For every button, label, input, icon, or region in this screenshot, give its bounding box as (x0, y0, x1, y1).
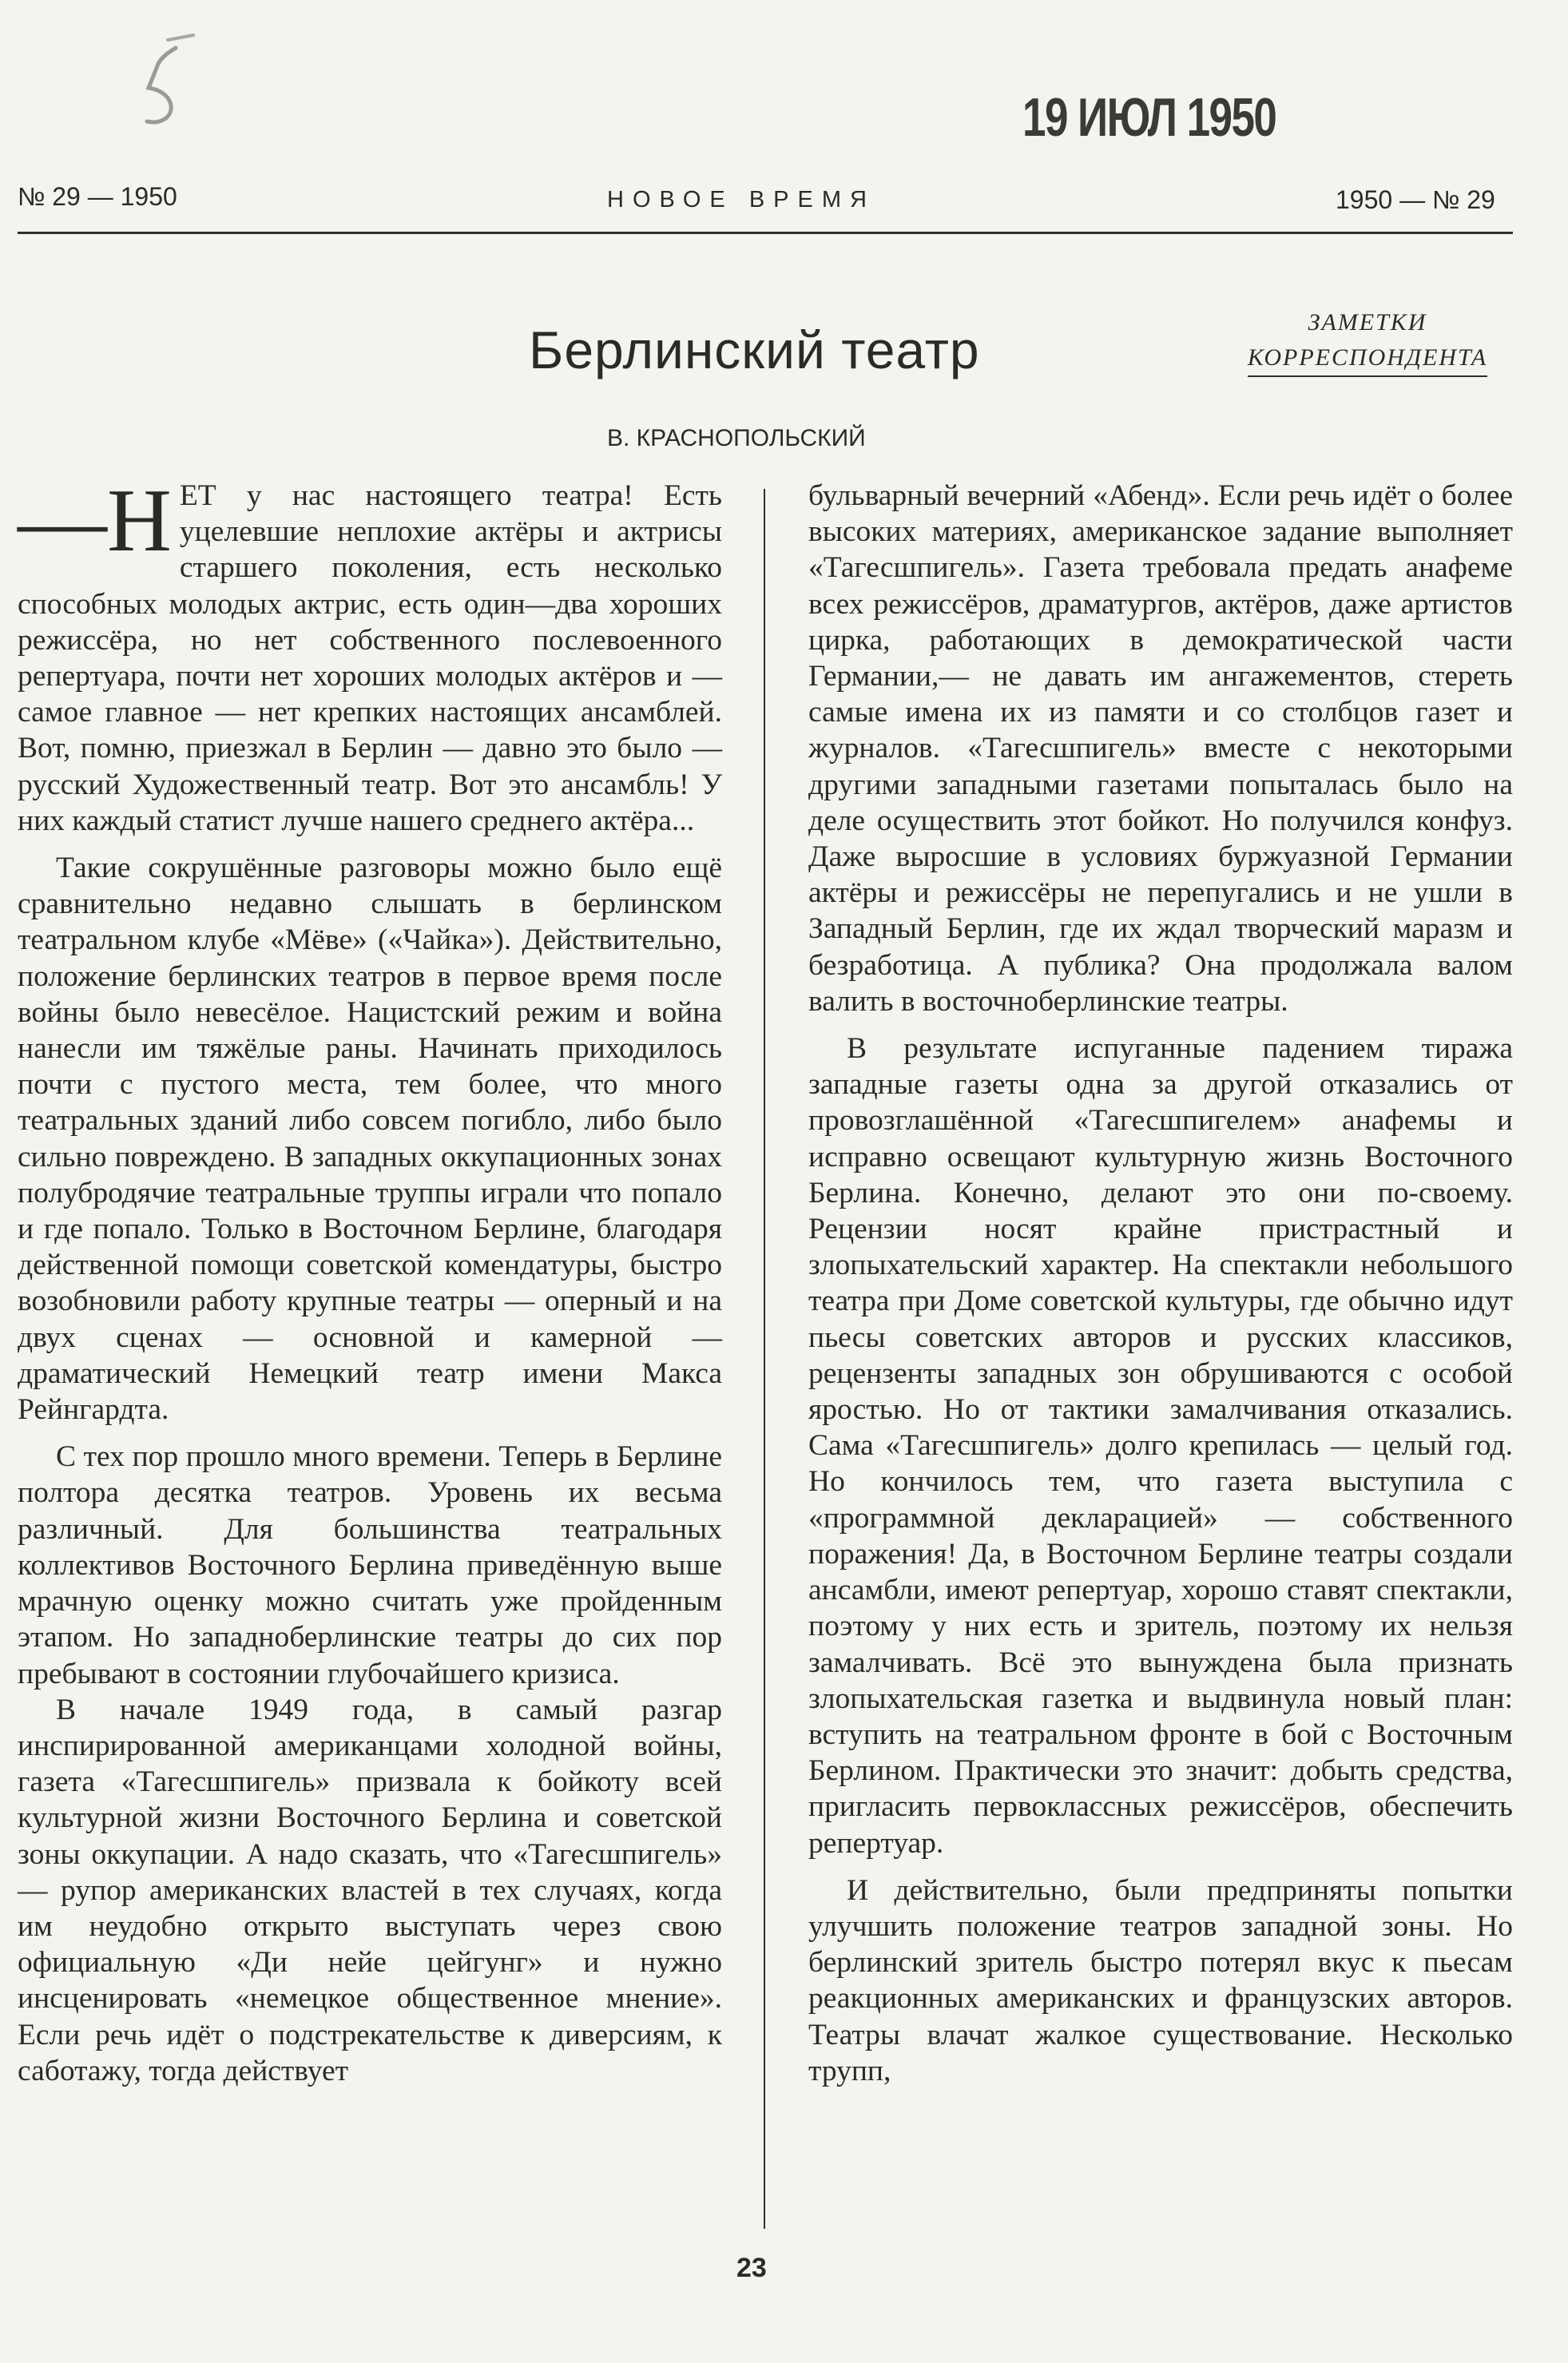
rubric-line-2: КОРРЕСПОНДЕНТА (1248, 340, 1487, 377)
running-header (0, 182, 1568, 227)
drop-cap: —Н (18, 471, 172, 570)
paragraph: В результате испуганные падением тиража западные газеты одна за другой отказались от провозглашённой «Тагесшпигелем» анафемы и исправно освещают культурную жизнь Восточного Берлина. Конечно, делают это они по-своему. Рецензии носят крайне пристрастный и злопыхательский характер. На спектакли небольшого театра при Доме советской культуры, где обычно идут пьесы советских авторов и русских классиков, рецензенты западных зон обрушиваются с особой яростью. Но от тактики замалчивания отказались. Сама «Тагесшпигель» долго крепилась — целый год. Но кончилось тем, что газета выступила с «программной декларацией» — собственного поражения! Да, в Восточном Берлине театры создали ансамбли, имеют репертуар, хорошо ставят спектакли, поэтому у них есть и зритель, поэтому их нельзя замалчивать. Всё это вынуждена была признать злопыхательская газетка и выдвинула новый план: вступить на театральном фронте в бой с Восточным Берлином. Практически это значит: добыть средства, пригласить первоклассных режиссёров, обеспечить репертуар. (808, 1032, 1513, 1860)
rubric-line-1: ЗАМЕТКИ (1308, 309, 1427, 336)
issue-number-left: № 29 — 1950 (18, 182, 177, 211)
journal-name: НОВОЕ ВРЕМЯ (607, 187, 875, 212)
paragraph: бульварный вечерний «Абенд». Если речь идёт о более высоких материях, американское задание выполняет «Тагесшпигель». Газета требовала предать анафеме всех режиссёров, драматургов, актёров, даже артистов цирка, работающих в демократической части Германии,— не давать им ангажементов, стереть самые имена их из памяти и со столбцов газет и журналов. «Тагесшпигель» вместе с некоторыми другими западными газетами попыталась было на деле осуществить этот бойкот. Но получился конфуз. Даже выросшие в условиях буржуазной Германии актёры и режиссёры не перепугались и не ушли в Западный Берлин, где их ждал творческий маразм и безработица. А публика? Она продолжала валом валить в восточноберлинские театры. (808, 479, 1513, 1018)
paragraph: В начале 1949 года, в самый разгар инспирированной американцами холодной войны, газета «Тагесшпигель» призвала к бойкоту всей культурной жизни Восточного Берлина и советской зоны оккупации. А надо сказать, что «Тагесшпигель» — рупор американских властей в тех случаях, когда им неудобно открыто выступать через свою официальную «Ди нейе цейгунг» и нужно инсценировать «немецкое общественное мнение». Если речь идёт о подстрекательстве к диверсиям, к саботажу, тогда действует (18, 1693, 722, 2087)
handwritten-mark (120, 32, 200, 136)
date-stamp: 19 ИЮЛ 1950 (1022, 87, 1276, 148)
column-rule (764, 489, 765, 2229)
issue-number-right: 1950 — № 29 (1336, 185, 1495, 214)
left-column (18, 471, 722, 2089)
right-column (808, 478, 1513, 2089)
article-rubric (1216, 305, 1519, 377)
paragraph: С тех пор прошло много времени. Теперь в Берлине полтора десятка театров. Уровень их весьма различный. Для большинства театральных коллективов Восточного Берлина приведённую выше мрачную оценку можно считать уже пройденным этапом. Но западноберлинские театры до сих пор пребывают в состоянии глубочайшего кризиса. (18, 1440, 722, 1690)
page-number: 23 (736, 2253, 767, 2283)
paragraph: И действительно, были предприняты попытки улучшить положение театров западной зоны. Но берлинский зритель быстро потерял вкус к пьесам реакционных американских и французских авторов. Театры влачат жалкое существование. Несколько трупп, (808, 1873, 1513, 2087)
paragraph: Такие сокрушённые разговоры можно было ещё сравнительно недавно слышать в берлинском театральном клубе «Мёве» («Чайка»). Действительно, положение берлинских театров в первое время после войны было невесёлое. Нацистский режим и война нанесли им тяжёлые раны. Начинать приходилось почти с пустого места, тем более, что много театральных зданий либо совсем погибло, либо было сильно повреждено. В западных оккупационных зонах полубродячие театральные труппы играли что попало и где попало. Только в Восточном Берлине, благодаря действенной помощи советской комендатуры, быстро возобновили работу крупные театры — оперный и на двух сценах — основной и камерной — драматический Немецкий театр имени Макса Рейнгардта. (18, 852, 722, 1427)
paragraph: —Н ЕТ у нас настоящего театра! Есть уцелевшие неплохие актёры и актрисы старшего поколения, есть несколько способных молодых актрис, есть один—два хороших режиссёра, но нет собственного послевоенного репертуара, почти нет хороших молодых актёров и — самое главное — нет крепких настоящих ансамблей. Вот, помню, приезжал в Берлин — давно это было — русский Художественный театр. Вот это ансамбль! У них каждый статист лучше нашего среднего актёра... (18, 471, 722, 837)
article-title: Берлинский театр (529, 320, 980, 379)
header-rule (18, 232, 1513, 234)
article-author: В. КРАСНОПОЛЬСКИЙ (607, 425, 866, 451)
